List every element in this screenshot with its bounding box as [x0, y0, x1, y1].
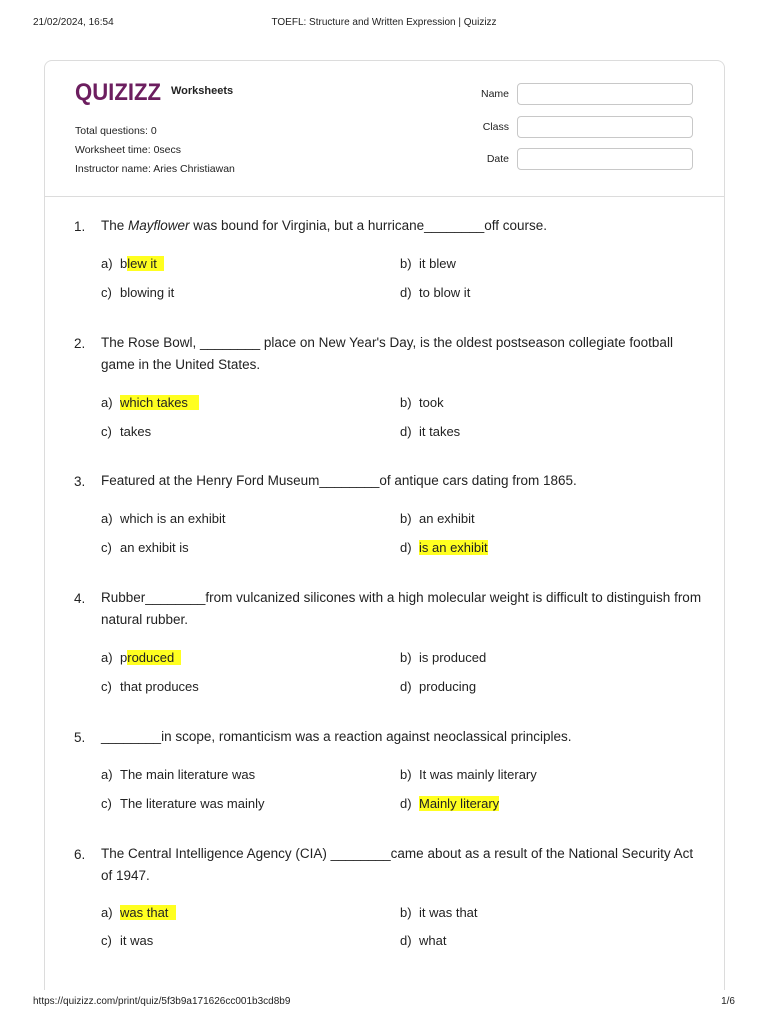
answer-highlight: was that: [120, 905, 176, 920]
option-b[interactable]: b) it was that: [400, 905, 478, 920]
option-a[interactable]: a) which takes: [101, 395, 199, 410]
option-d[interactable]: d) to blow it: [400, 285, 471, 300]
name-field-row: [465, 83, 693, 105]
option-c[interactable]: c) blowing it: [101, 285, 175, 300]
question-text: The Rose Bowl, ________ place on New Year's Day, is the oldest postseason collegiate football game in the United States.: [101, 335, 673, 372]
name-label: Name: [480, 88, 509, 100]
option-d[interactable]: d) is an exhibit: [400, 540, 488, 555]
quizizz-logo-text: QUIZIZZ: [75, 79, 161, 105]
option-d[interactable]: d) what: [400, 933, 447, 948]
question-text: Featured at the Henry Ford Museum________of antique cars dating from 1865.: [101, 473, 577, 488]
option-a[interactable]: a) blew it: [101, 256, 165, 271]
option-a[interactable]: a) produced: [101, 650, 182, 665]
name-input[interactable]: [517, 83, 693, 105]
option-a[interactable]: a) The main literature was: [101, 767, 256, 782]
option-d[interactable]: d) Mainly literary: [400, 796, 500, 811]
answer-highlight: is an exhibit: [419, 540, 488, 555]
question-number: 1.: [74, 219, 86, 234]
question-number: 5.: [74, 730, 86, 745]
option-c[interactable]: c) that produces: [101, 679, 199, 694]
print-header: [33, 17, 735, 31]
date-label: Date: [486, 153, 509, 165]
option-d[interactable]: d) it takes: [400, 424, 461, 439]
worksheet-header: [45, 61, 724, 197]
total-questions: Total questions: 0: [75, 125, 157, 137]
quizizz-logo: [75, 79, 233, 105]
logo-subtitle: Worksheets: [171, 85, 234, 97]
answer-highlight: which takes: [120, 395, 199, 410]
print-title: TOEFL: Structure and Written Expression | Quizizz: [271, 17, 497, 28]
question-text: ________in scope, romanticism was a reaction against neoclassical principles.: [101, 729, 572, 744]
option-c[interactable]: c) an exhibit is: [101, 540, 189, 555]
question-number: 3.: [74, 474, 86, 489]
option-c[interactable]: c) takes: [101, 424, 152, 439]
option-c[interactable]: c) it was: [101, 933, 154, 948]
question-text: Rubber________from vulcanized silicones with a high molecular weight is difficult to distinguish from natural rubber.: [101, 590, 702, 627]
emphasis-text: Mayflower: [128, 218, 190, 233]
option-b[interactable]: b) an exhibit: [400, 511, 475, 526]
answer-highlight: roduced: [127, 650, 182, 665]
class-input[interactable]: [517, 116, 693, 138]
answer-highlight: lew it: [127, 256, 165, 271]
question-text: The Mayflower was bound for Virginia, but a hurricane________off course.: [101, 218, 548, 233]
print-url: https://quizizz.com/print/quiz/5f3b9a171626cc001b3cd8b9: [33, 996, 291, 1007]
print-footer: [33, 996, 735, 1010]
question-text: The Central Intelligence Agency (CIA) ________came about as a result of the National Security Act of 1947.: [101, 846, 694, 883]
option-b[interactable]: b) It was mainly literary: [400, 767, 537, 782]
class-field-row: [465, 116, 693, 138]
date-input[interactable]: [517, 148, 693, 170]
class-label: Class: [482, 121, 509, 133]
print-datetime: 21/02/2024, 16:54: [33, 17, 114, 28]
question-number: 6.: [74, 847, 86, 862]
option-a[interactable]: a) was that: [101, 905, 176, 920]
date-field-row: [465, 148, 693, 170]
question-number: 4.: [74, 591, 86, 606]
answer-highlight: Mainly literary: [419, 796, 500, 811]
page-number: 1/6: [721, 996, 735, 1007]
instructor-name: Instructor name: Aries Christiawan: [75, 163, 235, 175]
question-number: 2.: [74, 336, 86, 351]
option-b[interactable]: b) it blew: [400, 256, 456, 271]
option-b[interactable]: b) took: [400, 395, 444, 410]
option-c[interactable]: c) The literature was mainly: [101, 796, 265, 811]
option-a[interactable]: a) which is an exhibit: [101, 511, 226, 526]
worksheet-time: Worksheet time: 0secs: [75, 144, 182, 156]
quizizz-logo-mark: [75, 79, 163, 105]
option-d[interactable]: d) producing: [400, 679, 477, 694]
worksheet-meta: [75, 122, 235, 179]
option-b[interactable]: b) is produced: [400, 650, 487, 665]
